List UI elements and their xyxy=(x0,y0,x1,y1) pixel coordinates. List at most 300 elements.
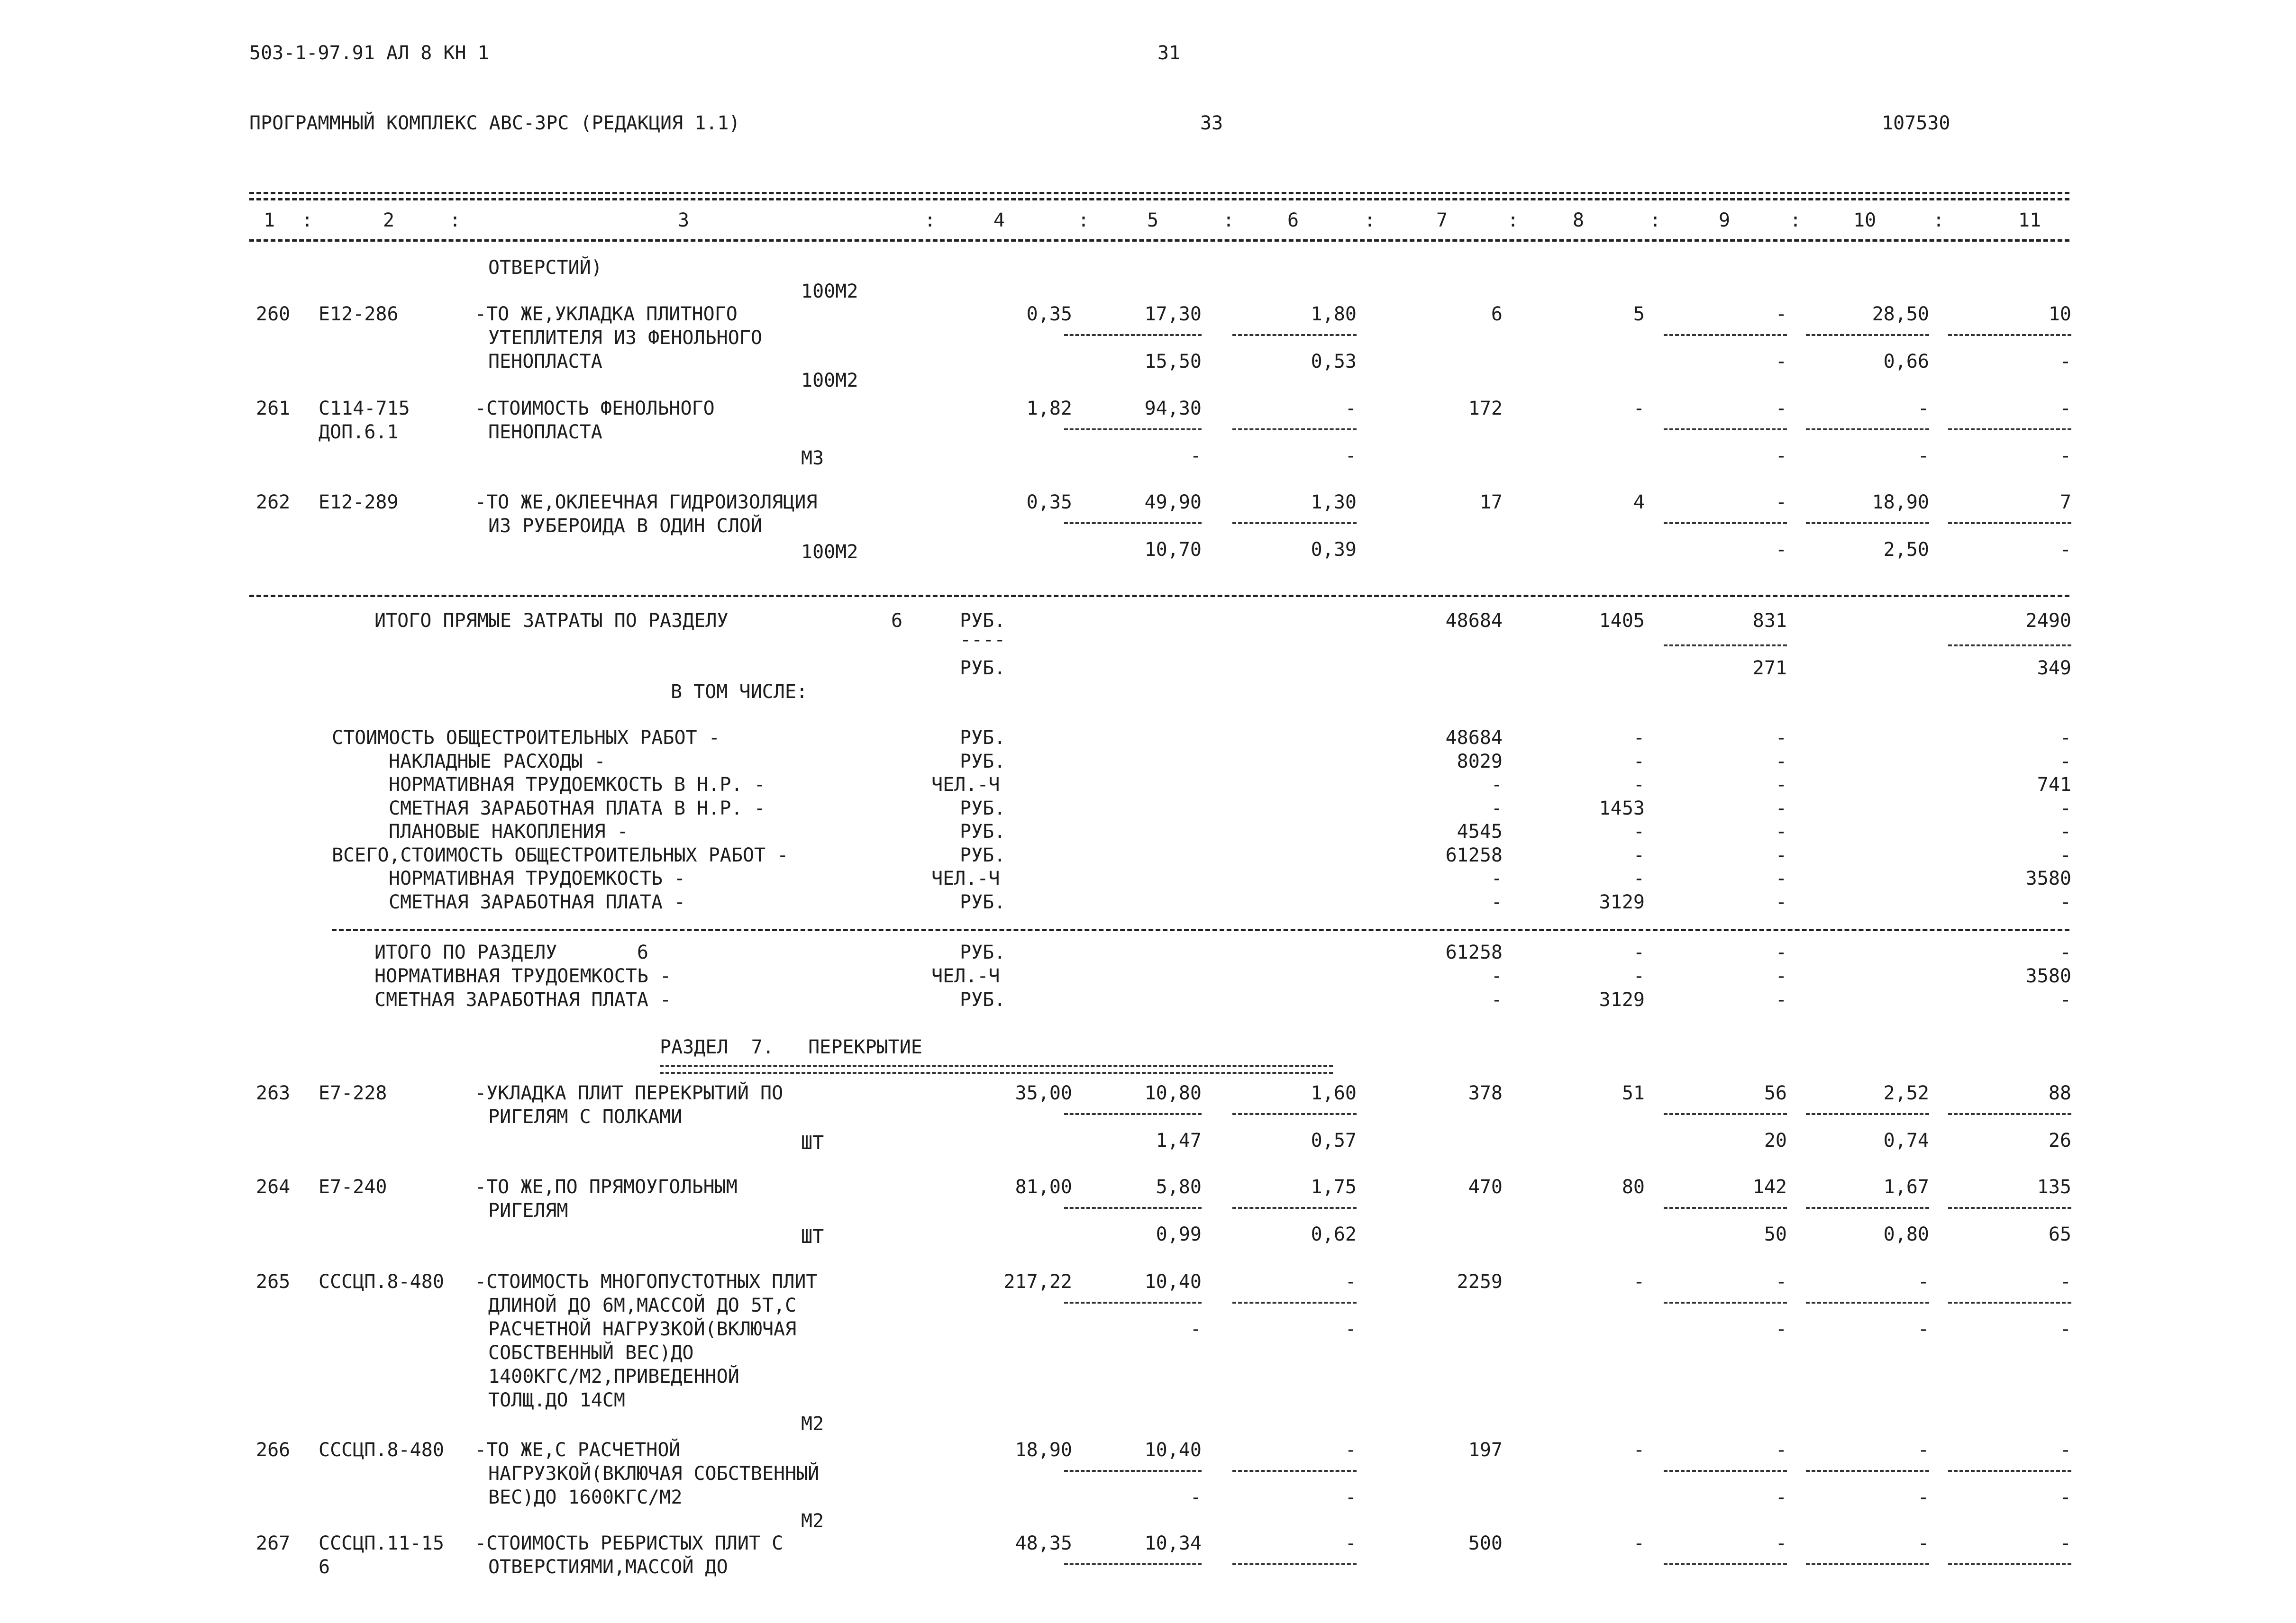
item-description-line: -ТО ЖЕ,УКЛАДКА ПЛИТНОГО xyxy=(475,303,738,325)
column-separator: : xyxy=(1790,209,1802,231)
breakdown-c9: - xyxy=(1775,774,1787,796)
breakdown-c8: 3129 xyxy=(1599,891,1645,913)
item-unit: М2 xyxy=(801,1510,824,1532)
section-total-label: СМЕТНАЯ ЗАРАБОТНАЯ ПЛАТА - xyxy=(374,989,672,1011)
column-separator: : xyxy=(924,209,936,231)
item-description-line: ОТВЕРСТИЙ) xyxy=(488,257,602,279)
item-code: Е7-240 xyxy=(319,1176,387,1198)
item-c7: 197 xyxy=(1468,1439,1503,1461)
direct-costs-unit: РУБ. xyxy=(960,610,1006,632)
section-total-label: НОРМАТИВНАЯ ТРУДОЕМКОСТЬ - xyxy=(374,965,672,987)
item-description-line: -СТОИМОСТЬ ФЕНОЛЬНОГО xyxy=(475,398,715,419)
section-7-title: РАЗДЕЛ 7. ПЕРЕКРЫТИЕ xyxy=(660,1036,922,1058)
breakdown-c11: - xyxy=(2059,821,2071,843)
section-total-c9: - xyxy=(1775,965,1787,987)
item-rule-c11 xyxy=(1948,428,2071,430)
section-total-c7: - xyxy=(1491,989,1503,1011)
item-sub-c9: - xyxy=(1775,445,1787,467)
section-total-unit: РУБ. xyxy=(960,942,1006,963)
item-description-line: -ТО ЖЕ,С РАСЧЕТНОЙ xyxy=(475,1439,681,1461)
item-rule-c11 xyxy=(1948,522,2071,524)
column-separator: : xyxy=(1078,209,1090,231)
item-sub-c9: 50 xyxy=(1764,1224,1787,1245)
direct-costs-c7: 48684 xyxy=(1445,610,1503,632)
item-c8: - xyxy=(1633,1439,1645,1461)
item-rule-c10 xyxy=(1806,522,1929,524)
item-code: СССЦП.11-15 xyxy=(319,1532,444,1554)
breakdown-label: НОРМАТИВНАЯ ТРУДОЕМКОСТЬ В Н.Р. - xyxy=(389,774,765,796)
item-sub-c6: 0,57 xyxy=(1311,1130,1357,1152)
item-rule-c11 xyxy=(1948,1470,2071,1472)
column-header-11: 11 xyxy=(2018,209,2041,231)
item-rule-c10 xyxy=(1806,334,1929,336)
breakdown-unit: РУБ. xyxy=(960,891,1006,913)
item-description-line: РИГЕЛЯМ xyxy=(488,1200,568,1222)
item-sub-c5: 10,70 xyxy=(1144,539,1202,561)
item-c11: - xyxy=(2059,1271,2071,1293)
direct-costs-dash: ---- xyxy=(960,629,1006,651)
column-separator: : xyxy=(449,209,461,231)
item-c11: 7 xyxy=(2059,491,2071,513)
item-c7: 2259 xyxy=(1457,1271,1503,1293)
item-c5: 10,40 xyxy=(1144,1271,1202,1293)
item-number: 266 xyxy=(256,1439,291,1461)
header-rule-top xyxy=(249,192,2069,194)
column-header-3: 3 xyxy=(678,209,690,231)
item-c5: 10,34 xyxy=(1144,1532,1202,1554)
direct-costs-c8: 1405 xyxy=(1599,610,1645,632)
item-number: 263 xyxy=(256,1082,291,1104)
item-unit: 100М2 xyxy=(801,281,858,302)
column-separator: : xyxy=(1649,209,1661,231)
item-c5: 17,30 xyxy=(1144,303,1202,325)
item-c8: 4 xyxy=(1633,491,1645,513)
item-description-line: -ТО ЖЕ,ОКЛЕЕЧНАЯ ГИДРОИЗОЛЯЦИЯ xyxy=(475,491,818,513)
item-c11: 88 xyxy=(2048,1082,2071,1104)
item-rule-c6 xyxy=(1232,1302,1357,1304)
page-number: 33 xyxy=(1200,112,1223,134)
item-sub-c6: 0,53 xyxy=(1311,351,1357,372)
breakdown-unit: РУБ. xyxy=(960,844,1006,866)
item-c8: 5 xyxy=(1633,303,1645,325)
item-c10: 2,52 xyxy=(1883,1082,1929,1104)
item-unit: ШТ xyxy=(801,1226,824,1248)
item-rule-c9 xyxy=(1664,522,1787,524)
item-number: 264 xyxy=(256,1176,291,1198)
direct-costs-c9-rule xyxy=(1664,644,1787,646)
item-sub-c10: - xyxy=(1917,1318,1929,1340)
breakdown-c11: - xyxy=(2059,750,2071,772)
column-separator: : xyxy=(1223,209,1235,231)
breakdown-c9: - xyxy=(1775,891,1787,913)
item-c6: - xyxy=(1345,1532,1357,1554)
item-rule-c5 xyxy=(1064,1113,1202,1115)
item-sub-c10: - xyxy=(1917,445,1929,467)
item-rule-c9 xyxy=(1664,1563,1787,1565)
item-description-line: ИЗ РУБЕРОИДА В ОДИН СЛОЙ xyxy=(488,515,762,537)
breakdown-unit: РУБ. xyxy=(960,750,1006,772)
breakdown-label: СМЕТНАЯ ЗАРАБОТНАЯ ПЛАТА - xyxy=(389,891,686,913)
item-c10: 28,50 xyxy=(1872,303,1929,325)
item-sub-c9: - xyxy=(1775,351,1787,372)
breakdown-c8: - xyxy=(1633,750,1645,772)
breakdown-unit: ЧЕЛ.-Ч xyxy=(931,774,1000,796)
item-sub-c6: 0,62 xyxy=(1311,1224,1357,1245)
item-c4: 0,35 xyxy=(1026,491,1072,513)
item-rule-c11 xyxy=(1948,334,2071,336)
item-sub-c5: - xyxy=(1190,445,1202,467)
item-c10: - xyxy=(1917,1271,1929,1293)
column-header-5: 5 xyxy=(1147,209,1159,231)
item-c11: 135 xyxy=(2037,1176,2071,1198)
item-c4: 1,82 xyxy=(1026,398,1072,419)
item-c6: 1,60 xyxy=(1311,1082,1357,1104)
section-total-unit: РУБ. xyxy=(960,989,1006,1011)
section-total-c11: 3580 xyxy=(2025,965,2071,987)
breakdown-unit: РУБ. xyxy=(960,727,1006,749)
breakdown-c11: - xyxy=(2059,727,2071,749)
direct-costs-c11-rule xyxy=(1948,644,2071,646)
item-number: 267 xyxy=(256,1532,291,1554)
breakdown-c7: - xyxy=(1491,774,1503,796)
sheet-number: 31 xyxy=(1157,42,1181,64)
direct-costs-unit-2: РУБ. xyxy=(960,657,1006,679)
item-description-line: ПЕНОПЛАСТА xyxy=(488,351,602,372)
section-total-c8: 3129 xyxy=(1599,989,1645,1011)
item-c11: - xyxy=(2059,1532,2071,1554)
breakdown-c9: - xyxy=(1775,797,1787,819)
section-total-c7: 61258 xyxy=(1445,942,1503,963)
breakdown-c8: - xyxy=(1633,868,1645,889)
item-description-line: УТЕПЛИТЕЛЯ ИЗ ФЕНОЛЬНОГО xyxy=(488,327,762,349)
column-header-1: 1 xyxy=(264,209,275,231)
item-c6: 1,30 xyxy=(1311,491,1357,513)
item-sub-c11: 65 xyxy=(2048,1224,2071,1245)
item-sub-c10: 0,74 xyxy=(1883,1130,1929,1152)
item-rule-c9 xyxy=(1664,1302,1787,1304)
item-rule-c9 xyxy=(1664,1113,1787,1115)
breakdown-c11: 3580 xyxy=(2025,868,2071,889)
breakdown-c9: - xyxy=(1775,844,1787,866)
breakdown-c11: - xyxy=(2059,844,2071,866)
item-c9: - xyxy=(1775,303,1787,325)
breakdown-label: ПЛАНОВЫЕ НАКОПЛЕНИЯ - xyxy=(389,821,629,843)
item-rule-c5 xyxy=(1064,1563,1202,1565)
item-description-line: ТОЛЩ.ДО 14СМ xyxy=(488,1389,625,1411)
item-sub-c9: 20 xyxy=(1764,1130,1787,1152)
item-code: Е12-289 xyxy=(319,491,399,513)
column-separator: : xyxy=(1933,209,1945,231)
breakdown-c11: - xyxy=(2059,797,2071,819)
item-description-line: ПЕНОПЛАСТА xyxy=(488,421,602,443)
item-c10: 18,90 xyxy=(1872,491,1929,513)
breakdown-c7: - xyxy=(1491,868,1503,889)
item-rule-c9 xyxy=(1664,1470,1787,1472)
item-unit: М2 xyxy=(801,1413,824,1435)
column-header-10: 10 xyxy=(1853,209,1877,231)
item-c10: - xyxy=(1917,398,1929,419)
item-rule-c10 xyxy=(1806,1470,1929,1472)
breakdown-unit: РУБ. xyxy=(960,797,1006,819)
item-c4: 217,22 xyxy=(1003,1271,1072,1293)
item-rule-c10 xyxy=(1806,1302,1929,1304)
item-c5: 10,80 xyxy=(1144,1082,1202,1104)
item-c7: 500 xyxy=(1468,1532,1503,1554)
doc-code: 503-1-97.91 АЛ 8 КН 1 xyxy=(249,42,489,64)
item-sub-c9: - xyxy=(1775,539,1787,561)
item-sub-c6: - xyxy=(1345,1318,1357,1340)
section-total-rule xyxy=(332,929,2069,931)
direct-costs-c11: 2490 xyxy=(2025,610,2071,632)
breakdown-c7: 61258 xyxy=(1445,844,1503,866)
item-sub-c6: - xyxy=(1345,1487,1357,1508)
item-rule-c9 xyxy=(1664,334,1787,336)
item-c8: 51 xyxy=(1622,1082,1645,1104)
item-sub-c5: - xyxy=(1190,1318,1202,1340)
item-rule-c6 xyxy=(1232,1470,1357,1472)
item-c7: 172 xyxy=(1468,398,1503,419)
breakdown-c7: 4545 xyxy=(1457,821,1503,843)
item-c11: - xyxy=(2059,1439,2071,1461)
item-sub-c10: - xyxy=(1917,1487,1929,1508)
item-rule-c11 xyxy=(1948,1563,2071,1565)
item-c6: 1,75 xyxy=(1311,1176,1357,1198)
item-rule-c5 xyxy=(1064,522,1202,524)
direct-costs-2-c11: 349 xyxy=(2037,657,2071,679)
item-description-line: -ТО ЖЕ,ПО ПРЯМОУГОЛЬНЫМ xyxy=(475,1176,738,1198)
item-c9: 142 xyxy=(1752,1176,1787,1198)
item-c4: 35,00 xyxy=(1015,1082,1072,1104)
breakdown-c9: - xyxy=(1775,821,1787,843)
item-sub-c6: 0,39 xyxy=(1311,539,1357,561)
item-sub-c5: - xyxy=(1190,1487,1202,1508)
item-c4: 0,35 xyxy=(1026,303,1072,325)
item-c9: 56 xyxy=(1764,1082,1787,1104)
breakdown-c9: - xyxy=(1775,750,1787,772)
item-rule-c10 xyxy=(1806,1207,1929,1209)
breakdown-c8: - xyxy=(1633,821,1645,843)
item-c10: - xyxy=(1917,1439,1929,1461)
section-total-c9: - xyxy=(1775,942,1787,963)
item-sub-c11: - xyxy=(2059,351,2071,372)
direct-costs-2-c9: 271 xyxy=(1752,657,1787,679)
item-c6: - xyxy=(1345,1439,1357,1461)
section-total-c11: - xyxy=(2059,942,2071,963)
item-rule-c11 xyxy=(1948,1302,2071,1304)
item-c6: 1,80 xyxy=(1311,303,1357,325)
section-total-c9: - xyxy=(1775,989,1787,1011)
item-c9: - xyxy=(1775,1271,1787,1293)
section-total-c8: - xyxy=(1633,942,1645,963)
item-sub-c10: 0,66 xyxy=(1883,351,1929,372)
item-rule-c9 xyxy=(1664,1207,1787,1209)
item-unit: М3 xyxy=(801,447,824,469)
item-rule-c11 xyxy=(1948,1207,2071,1209)
document-id: 107530 xyxy=(1882,112,1950,134)
item-sub-c5: 15,50 xyxy=(1144,351,1202,372)
item-code: С114-715 xyxy=(319,398,410,419)
item-rule-c9 xyxy=(1664,428,1787,430)
item-sub-c10: 2,50 xyxy=(1883,539,1929,561)
item-description-line: ОТВЕРСТИЯМИ,МАССОЙ ДО xyxy=(488,1556,728,1578)
item-code: СССЦП.8-480 xyxy=(319,1439,444,1461)
item-code-extra: ДОП.6.1 xyxy=(319,421,399,443)
item-rule-c5 xyxy=(1064,1207,1202,1209)
section-total-unit: ЧЕЛ.-Ч xyxy=(931,965,1000,987)
item-c9: - xyxy=(1775,1532,1787,1554)
item-code-extra: 6 xyxy=(319,1556,330,1578)
section-total-label: ИТОГО ПО РАЗДЕЛУ 6 xyxy=(374,942,648,963)
item-sub-c11: - xyxy=(2059,1318,2071,1340)
item-c6: - xyxy=(1345,398,1357,419)
item-description-line: СОБСТВЕННЫЙ ВЕС)ДО xyxy=(488,1342,694,1364)
column-header-6: 6 xyxy=(1287,209,1299,231)
item-c9: - xyxy=(1775,398,1787,419)
item-unit: ШТ xyxy=(801,1132,824,1154)
item-c8: - xyxy=(1633,398,1645,419)
item-rule-c10 xyxy=(1806,1113,1929,1115)
item-sub-c5: 1,47 xyxy=(1156,1130,1202,1152)
item-sub-c9: - xyxy=(1775,1487,1787,1508)
breakdown-c7: 8029 xyxy=(1457,750,1503,772)
item-rule-c6 xyxy=(1232,334,1357,336)
column-separator: : xyxy=(301,209,313,231)
item-rule-c6 xyxy=(1232,1563,1357,1565)
column-separator: : xyxy=(1364,209,1376,231)
item-code: Е7-228 xyxy=(319,1082,387,1104)
item-description-line: 1400КГС/М2,ПРИВЕДЕННОЙ xyxy=(488,1366,739,1387)
breakdown-c8: - xyxy=(1633,774,1645,796)
direct-costs-section: 6 xyxy=(891,610,903,632)
item-number: 265 xyxy=(256,1271,291,1293)
column-separator: : xyxy=(1507,209,1519,231)
item-unit: 100М2 xyxy=(801,370,858,391)
item-sub-c11: - xyxy=(2059,445,2071,467)
item-sub-c10: 0,80 xyxy=(1883,1224,1929,1245)
item-c5: 94,30 xyxy=(1144,398,1202,419)
item-rule-c5 xyxy=(1064,334,1202,336)
breakdown-c9: - xyxy=(1775,727,1787,749)
column-header-4: 4 xyxy=(993,209,1005,231)
item-rule-c5 xyxy=(1064,1470,1202,1472)
section-total-c7: - xyxy=(1491,965,1503,987)
including-label: В ТОМ ЧИСЛЕ: xyxy=(671,681,808,703)
section-total-c11: - xyxy=(2059,989,2071,1011)
item-c8: 80 xyxy=(1622,1176,1645,1198)
item-sub-c6: - xyxy=(1345,445,1357,467)
item-c8: - xyxy=(1633,1532,1645,1554)
item-sub-c5: 0,99 xyxy=(1156,1224,1202,1245)
item-c8: - xyxy=(1633,1271,1645,1293)
item-sub-c11: 26 xyxy=(2048,1130,2071,1152)
breakdown-label: НАКЛАДНЫЕ РАСХОДЫ - xyxy=(389,750,606,772)
breakdown-label: СМЕТНАЯ ЗАРАБОТНАЯ ПЛАТА В Н.Р. - xyxy=(389,797,765,819)
breakdown-c11: 741 xyxy=(2037,774,2071,796)
item-c10: - xyxy=(1917,1532,1929,1554)
item-code: Е12-286 xyxy=(319,303,399,325)
item-c7: 470 xyxy=(1468,1176,1503,1198)
program-title: ПРОГРАММНЫЙ КОМПЛЕКС АВС-3РС (РЕДАКЦИЯ 1.1) xyxy=(249,112,740,134)
breakdown-c7: - xyxy=(1491,891,1503,913)
item-number: 260 xyxy=(256,303,291,325)
item-description-line: -СТОИМОСТЬ РЕБРИСТЫХ ПЛИТ С xyxy=(475,1532,784,1554)
item-description-line: ВЕС)ДО 1600КГС/М2 xyxy=(488,1487,683,1508)
item-sub-c9: - xyxy=(1775,1318,1787,1340)
item-c7: 378 xyxy=(1468,1082,1503,1104)
header-rule-bottom xyxy=(249,239,2069,242)
item-rule-c6 xyxy=(1232,428,1357,430)
item-c4: 18,90 xyxy=(1015,1439,1072,1461)
item-description-line: ДЛИНОЙ ДО 6М,МАССОЙ ДО 5Т,С xyxy=(488,1295,797,1316)
item-c5: 10,40 xyxy=(1144,1439,1202,1461)
item-c6: - xyxy=(1345,1271,1357,1293)
item-rule-c11 xyxy=(1948,1113,2071,1115)
item-rule-c6 xyxy=(1232,1113,1357,1115)
item-code: СССЦП.8-480 xyxy=(319,1271,444,1293)
header-rule-top-2 xyxy=(249,198,2069,200)
item-description-line: -СТОИМОСТЬ МНОГОПУСТОТНЫХ ПЛИТ xyxy=(475,1271,818,1293)
breakdown-label: НОРМАТИВНАЯ ТРУДОЕМКОСТЬ - xyxy=(389,868,686,889)
item-rule-c10 xyxy=(1806,1563,1929,1565)
breakdown-c8: - xyxy=(1633,844,1645,866)
breakdown-c8: - xyxy=(1633,727,1645,749)
breakdown-unit: ЧЕЛ.-Ч xyxy=(931,868,1000,889)
item-description-line: РИГЕЛЯМ С ПОЛКАМИ xyxy=(488,1106,683,1128)
item-rule-c6 xyxy=(1232,522,1357,524)
section-total-c8: - xyxy=(1633,965,1645,987)
item-c7: 6 xyxy=(1491,303,1503,325)
direct-costs-label: ИТОГО ПРЯМЫЕ ЗАТРАТЫ ПО РАЗДЕЛУ xyxy=(374,610,729,632)
item-number: 262 xyxy=(256,491,291,513)
item-c11: - xyxy=(2059,398,2071,419)
item-sub-c11: - xyxy=(2059,539,2071,561)
item-rule-c5 xyxy=(1064,1302,1202,1304)
item-rule-c6 xyxy=(1232,1207,1357,1209)
item-c4: 48,35 xyxy=(1015,1532,1072,1554)
breakdown-c7: - xyxy=(1491,797,1503,819)
item-c7: 17 xyxy=(1479,491,1503,513)
totals-rule-top xyxy=(249,595,2069,597)
column-header-9: 9 xyxy=(1719,209,1731,231)
column-header-7: 7 xyxy=(1436,209,1448,231)
breakdown-unit: РУБ. xyxy=(960,821,1006,843)
item-rule-c10 xyxy=(1806,428,1929,430)
item-c9: - xyxy=(1775,491,1787,513)
direct-costs-c9: 831 xyxy=(1752,610,1787,632)
section-7-underline xyxy=(660,1065,1333,1074)
breakdown-c8: 1453 xyxy=(1599,797,1645,819)
item-c10: 1,67 xyxy=(1883,1176,1929,1198)
item-unit: 100М2 xyxy=(801,541,858,563)
item-description-line: РАСЧЕТНОЙ НАГРУЗКОЙ(ВКЛЮЧАЯ xyxy=(488,1318,797,1340)
column-header-2: 2 xyxy=(383,209,395,231)
item-number: 261 xyxy=(256,398,291,419)
breakdown-c9: - xyxy=(1775,868,1787,889)
item-c11: 10 xyxy=(2048,303,2071,325)
breakdown-label: СТОИМОСТЬ ОБЩЕСТРОИТЕЛЬНЫХ РАБОТ - xyxy=(332,727,720,749)
column-header-8: 8 xyxy=(1573,209,1585,231)
item-c5: 5,80 xyxy=(1156,1176,1202,1198)
item-rule-c5 xyxy=(1064,428,1202,430)
item-c9: - xyxy=(1775,1439,1787,1461)
breakdown-c11: - xyxy=(2059,891,2071,913)
item-c4: 81,00 xyxy=(1015,1176,1072,1198)
breakdown-label: ВСЕГО,СТОИМОСТЬ ОБЩЕСТРОИТЕЛЬНЫХ РАБОТ - xyxy=(332,844,789,866)
item-description-line: НАГРУЗКОЙ(ВКЛЮЧАЯ СОБСТВЕННЫЙ xyxy=(488,1463,820,1485)
breakdown-c7: 48684 xyxy=(1445,727,1503,749)
item-sub-c11: - xyxy=(2059,1487,2071,1508)
item-c5: 49,90 xyxy=(1144,491,1202,513)
